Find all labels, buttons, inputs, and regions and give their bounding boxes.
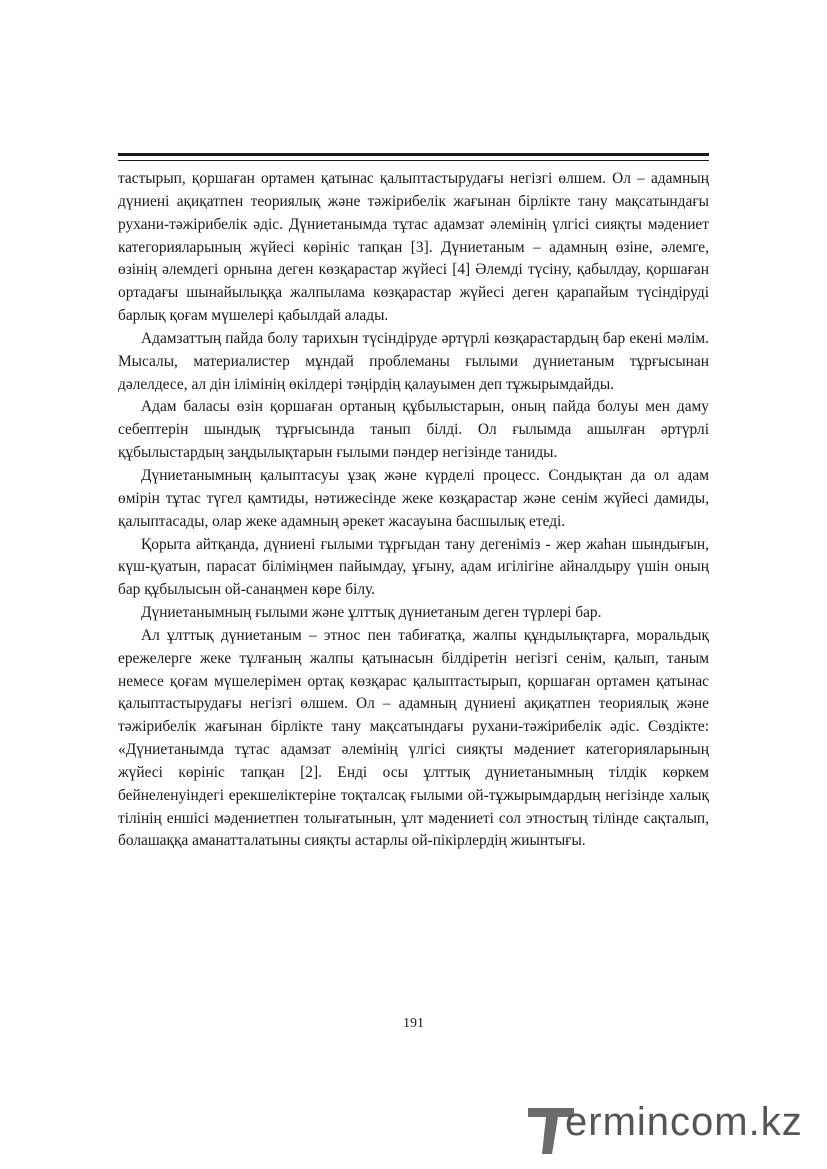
header-rule-thick [118, 153, 709, 156]
paragraph-5: Қорыта айтқанда, дүниені ғылыми тұрғыдан тану дегеніміз - жер жаһан шындығын, күш-қуатын, парасат біліміңмен пайымдау, ұғыну, адам игілігіне айналдыру үшін оның бар құбылысын ой-санаңмен көре білу. [118, 535, 709, 599]
watermark-rest: ermincom.kz [565, 1100, 803, 1144]
header-rule-thin [118, 160, 709, 161]
body-text [118, 168, 709, 853]
paragraph-2: Адамзаттың пайда болу тарихын түсіндіруде әртүрлі көзқарастардың бар екені мәлім. Мысалы, материалистер мұндай проблеманы ғылыми дүниетаным тұрғысынан дәлелдесе, ал дін ілімінің өкілдері тәңірдің қалауымен деп тұжырымдайды. [118, 329, 709, 393]
paragraph-1: тастырып, қоршаған ортамен қатынас қалыптастырудағы негізгі өлшем. Ол – адамның дүниені ақиқатпен теориялық және тәжірибелік жағынан бірлікте тану мақсатындағы рухани-тәжірибелік әдіс. Дүниетанымда тұтас адамзат әлемінің үлгісі сияқты мәдениет категорияларының жүйесі көрініс тапқан [3]. Дүниетаным – адамның өзіне, әлемге, өзінің әлемдегі орнына деген көзқарастар жүйесі [4] Әлемді түсіну, қабылдау, қоршаған ортадағы шынайылыққа жалпылама көзқарастар жүйесі деген қарапайым түсіндіруді барлық қоғам мүшелері қабылдай алады. [118, 170, 709, 325]
paragraph-4: Дүниетанымның қалыптасуы ұзақ және күрделі процесс. Сондықтан да ол адам өмірін тұтас түгел қамтиды, нәтижесінде жеке көзқарастар және сенім жүйесі дамиды, қалыптасады, олар жеке адамның әрекет жасауына басшылық етеді. [118, 466, 709, 530]
watermark-text [544, 1100, 803, 1145]
paragraph-6: Дүниетанымның ғылыми және ұлттық дүниетаным деген түрлері бар. [141, 604, 602, 622]
paragraph-3: Адам баласы өзін қоршаған ортаның құбылыстарын, оның пайда болуы мен даму себептерін шындық тұрғысында танып білді. Ол ғылымда ашылған әртүрлі құбылыстардың заңдылықтарын ғылыми пәндер негізінде таниды. [118, 398, 709, 462]
page-number: 191 [403, 1016, 424, 1031]
paragraph-7: Ал ұлттық дүниетаным – этнос пен табиғатқа, жалпы құндылықтарға, моральдық ережелерге жеке тұлғаның жалпы қатынасын білдіретін негізгі сенім, қалып, таным немесе қоғам мүшелерімен ортақ көзқарас қалыптастырып, қоршаған ортамен қатынас қалыптастырудағы негізгі өлшем. Ол – адамның дүниені ақиқатпен теориялық және тәжірибелік жағынан бірлікте тану мақсатындағы рухани-тәжірибелік әдіс. Сөздікте: «Дүниетанымда тұтас адамзат әлемінің үлгісі сияқты мәдениет категорияларының жүйесі көрініс тапқан [2]. Енді осы ұлттық дүниетанымның тілдік көркем бейнеленуіндегі ерекшеліктеріне тоқталсақ ғылыми ой-тұжырымдардың негізінде халық тілінің еншісі мәдениетпен толығатынын, ұлт мәдениеті сол этностың тілінде сақталып, болашаққа аманатталатыны сияқты астарлы ой-пікірлердің жиынтығы. [118, 626, 709, 850]
watermark-logo [526, 1100, 826, 1160]
